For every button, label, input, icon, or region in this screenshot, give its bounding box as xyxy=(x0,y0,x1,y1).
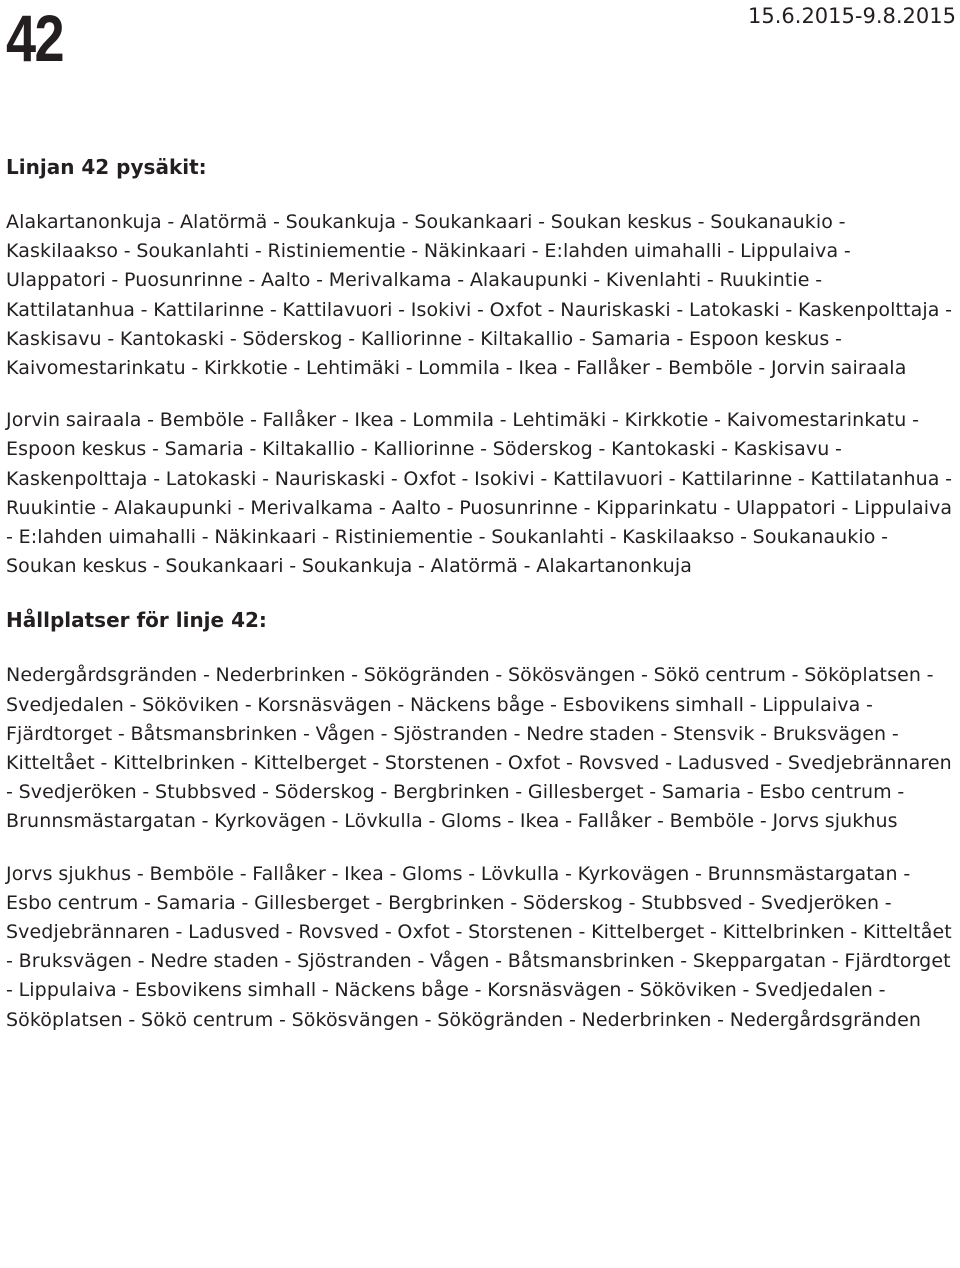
swedish-section xyxy=(6,605,956,1034)
finnish-section xyxy=(6,152,956,581)
route-number: 42 xyxy=(6,1,63,75)
swedish-inbound-stops: Jorvs sjukhus - Bemböle - Fallåker - Ikea - Gloms - Lövkulla - Kyrkovägen - Brunnsmästargatan - Esbo centrum - Samaria - Gillesberget - Bergbrinken - Söderskog - Stubbsved - Svedjeröken - Svedjebrännaren - Ladusved - Rovsved - Oxfot - Storstenen - Kittelberget - Kittelbrinken - Kitteltået - Bruksvägen - Nedre staden - Sjöstranden - Vågen - Båtsmansbrinken - Skeppargatan - Fjärdtorget - Lippulaiva - Esbovikens simhall - Näckens båge - Korsnäsvägen - Sököviken - Svedjedalen - Sököplatsen - Sökö centrum - Sökösvängen - Sökögränden - Nederbrinken - Nedergårdsgränden xyxy=(6,862,952,1031)
swedish-heading: Hållplatser för linje 42: xyxy=(6,608,267,633)
finnish-inbound-stops: Jorvin sairaala - Bemböle - Fallåker - Ikea - Lommila - Lehtimäki - Kirkkotie - Kaivomestarinkatu - Espoon keskus - Samaria - Kiltakallio - Kalliorinne - Söderskog - Kantokaski - Kaskisavu - Kaskenpolttaja - Latokaski - Nauriskaski - Oxfot - Isokivi - Kattilavuori - Kattilarinne - Kattilatanhua - Ruukintie - Alakaupunki - Merivalkama - Aalto - Puosunrinne - Kipparinkatu - Ulappatori - Lippulaiva - E:lahden uimahalli - Näkinkaari - Ristiniementie - Soukanlahti - Kaskilaakso - Soukanaukio - Soukan keskus - Soukankaari - Soukankuja - Alatörmä - Alakartanonkuja xyxy=(6,409,953,578)
page-header xyxy=(0,0,960,80)
stop-list-content xyxy=(6,152,956,1035)
finnish-heading: Linjan 42 pysäkit: xyxy=(6,155,207,179)
finnish-outbound-stops: Alakartanonkuja - Alatörmä - Soukankuja - Soukankaari - Soukan keskus - Soukanaukio - Kaskilaakso - Soukanlahti - Ristiniementie - Näkinkaari - E:lahden uimahalli - Lippulaiva - Ulappatori - Puosunrinne - Aalto - Merivalkama - Alakaupunki - Kivenlahti - Ruukintie - Kattilatanhua - Kattilarinne - Kattilavuori - Isokivi - Oxfot - Nauriskaski - Latokaski - Kaskenpolttaja - Kaskisavu - Kantokaski - Söderskog - Kalliorinne - Kiltakallio - Samaria - Espoon keskus - Kaivomestarinkatu - Kirkkotie - Lehtimäki - Lommila - Ikea - Fallåker - Bemböle - Jorvin sairaala xyxy=(6,211,953,380)
swedish-outbound-stops: Nedergårdsgränden - Nederbrinken - Sökögränden - Sökösvängen - Sökö centrum - Sököplatsen - Svedjedalen - Sököviken - Korsnäsvägen - Näckens båge - Esbovikens simhall - Lippulaiva - Fjärdtorget - Båtsmansbrinken - Vågen - Sjöstranden - Nedre staden - Stensvik - Bruksvägen - Kitteltået - Kittelbrinken - Kittelberget - Storstenen - Oxfot - Rovsved - Ladusved - Svedjebrännaren - Svedjeröken - Stubbsved - Söderskog - Bergbrinken - Gillesberget - Samaria - Esbo centrum - Brunnsmästargatan - Kyrkovägen - Lövkulla - Gloms - Ikea - Fallåker - Bemböle - Jorvs sjukhus xyxy=(6,664,952,833)
date-range: 15.6.2015-9.8.2015 xyxy=(748,4,956,28)
